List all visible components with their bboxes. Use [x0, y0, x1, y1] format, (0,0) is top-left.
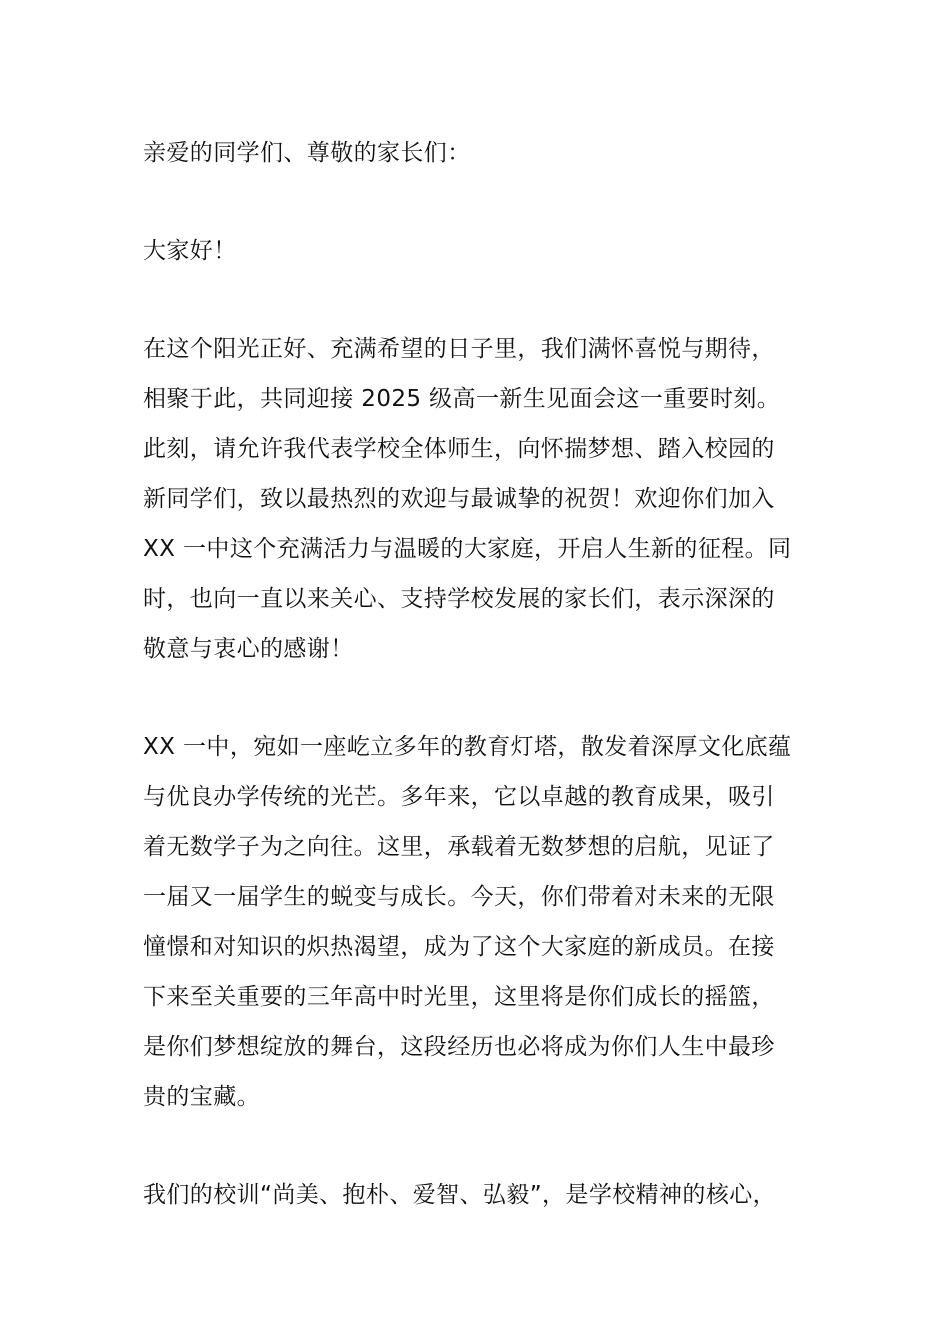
text-line: 此刻，请允许我代表学校全体师生，向怀揣梦想、踏入校园的: [143, 436, 775, 462]
motto-paragraph: [143, 1170, 833, 1220]
text-line: 与优良办学传统的光芒。多年来，它以卓越的教育成果，吸引: [143, 784, 775, 810]
text-line: 一届又一届学生的蜕变与成长。今天，你们带着对未来的无限: [143, 884, 775, 910]
text-line: 我们的校训“尚美、抱朴、爱智、弘毅”，是学校精神的核心，: [143, 1182, 777, 1208]
text-line: 着无数学子为之向往。这里，承载着无数梦想的启航，见证了: [143, 834, 775, 860]
text-line: 在这个阳光正好、充满希望的日子里，我们满怀喜悦与期待，: [143, 336, 775, 362]
text-line: 是你们梦想绽放的舞台，这段经历也必将成为你们人生中最珍: [143, 1034, 775, 1060]
text-line: 贵的宝藏。: [143, 1084, 260, 1110]
text-line: XX 一中，宛如一座屹立多年的教育灯塔，散发着深厚文化底蕴: [143, 734, 792, 760]
text-line: 敬意与衷心的感谢！: [143, 636, 354, 662]
school-intro-paragraph: [143, 722, 833, 1122]
text-line: 新同学们，致以最热烈的欢迎与最诚挚的祝贺！欢迎你们加入: [143, 486, 775, 512]
text-line: 亲爱的同学们、尊敬的家长们：: [143, 140, 471, 166]
text-line: 相聚于此，共同迎接 2025 级高一新生见面会这一重要时刻。: [143, 386, 781, 412]
text-line: 憧憬和对知识的炽热渴望，成为了这个大家庭的新成员。在接: [143, 934, 775, 960]
salutation-paragraph: [143, 128, 833, 178]
welcome-paragraph: [143, 324, 833, 674]
text-line: 下来至关重要的三年高中时光里，这里将是你们成长的摇篮，: [143, 984, 775, 1010]
greeting-paragraph: [143, 226, 833, 276]
text-line: 大家好！: [143, 238, 237, 264]
text-line: 时，也向一直以来关心、支持学校发展的家长们，表示深深的: [143, 586, 775, 612]
document-body: [143, 128, 833, 1268]
text-line: XX 一中这个充满活力与温暖的大家庭，开启人生新的征程。同: [143, 536, 792, 562]
